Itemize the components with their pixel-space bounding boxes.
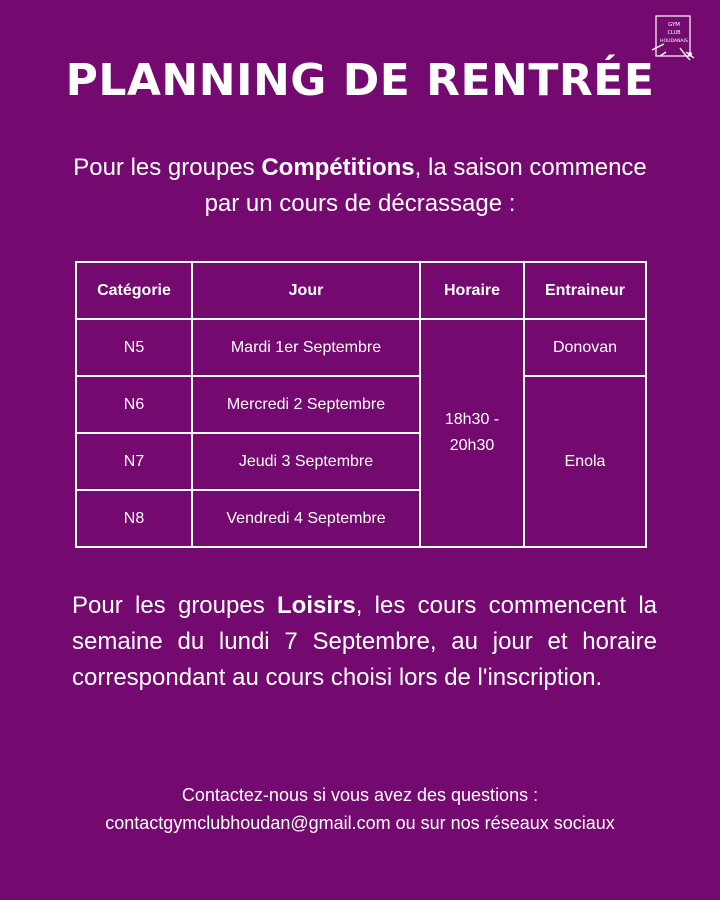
table-header-row [76, 262, 646, 319]
loisirs-paragraph [72, 588, 657, 696]
cell-entraineur-donovan: Donovan [524, 319, 646, 376]
cell-categorie: N5 [76, 319, 192, 376]
logo-text-houdanais: HOUDANAIS [660, 39, 688, 44]
header-horaire: Horaire [420, 262, 524, 319]
contact-email-line: contactgymclubhoudan@gmail.com ou sur nos réseaux sociaux [105, 813, 615, 833]
loisirs-text-after: , les cours commencent la semaine du lundi 7 Septembre, au jour et horaire correspondant au cours choisi lors de l'inscription. [72, 592, 657, 691]
cell-horaire [420, 319, 524, 547]
header-jour: Jour [192, 262, 420, 319]
intro-text-after: , la saison commence par un cours de décrassage : [204, 154, 647, 217]
intro-text-before: Pour les groupes [73, 154, 262, 181]
cell-jour: Jeudi 3 Septembre [192, 433, 420, 490]
competition-schedule-table [75, 261, 647, 548]
cell-categorie: N7 [76, 433, 192, 490]
competitions-intro [60, 150, 660, 222]
contact-info [0, 781, 720, 837]
page-title: PLANNING DE RENTRÉE [65, 55, 655, 106]
cell-categorie: N6 [76, 376, 192, 433]
loisirs-text-before: Pour les groupes [72, 592, 277, 619]
logo-text-club: CLUB [667, 30, 681, 36]
header-entraineur: Entraineur [524, 262, 646, 319]
header-categorie: Catégorie [76, 262, 192, 319]
horaire-line2: 20h30 [449, 437, 495, 454]
loisirs-bold: Loisirs [277, 592, 356, 619]
cell-jour: Mardi 1er Septembre [192, 319, 420, 376]
cell-jour: Mercredi 2 Septembre [192, 376, 420, 433]
table-row [76, 376, 646, 433]
logo-text-gym: GYM [667, 22, 681, 28]
table-row [76, 319, 646, 376]
horaire-line1: 18h30 - [444, 411, 500, 428]
cell-entraineur-enola: Enola [524, 376, 646, 547]
cell-categorie: N8 [76, 490, 192, 547]
intro-bold-competitions: Compétitions [261, 154, 415, 181]
cell-jour: Vendredi 4 Septembre [192, 490, 420, 547]
contact-line1: Contactez-nous si vous avez des questions : [181, 785, 539, 805]
